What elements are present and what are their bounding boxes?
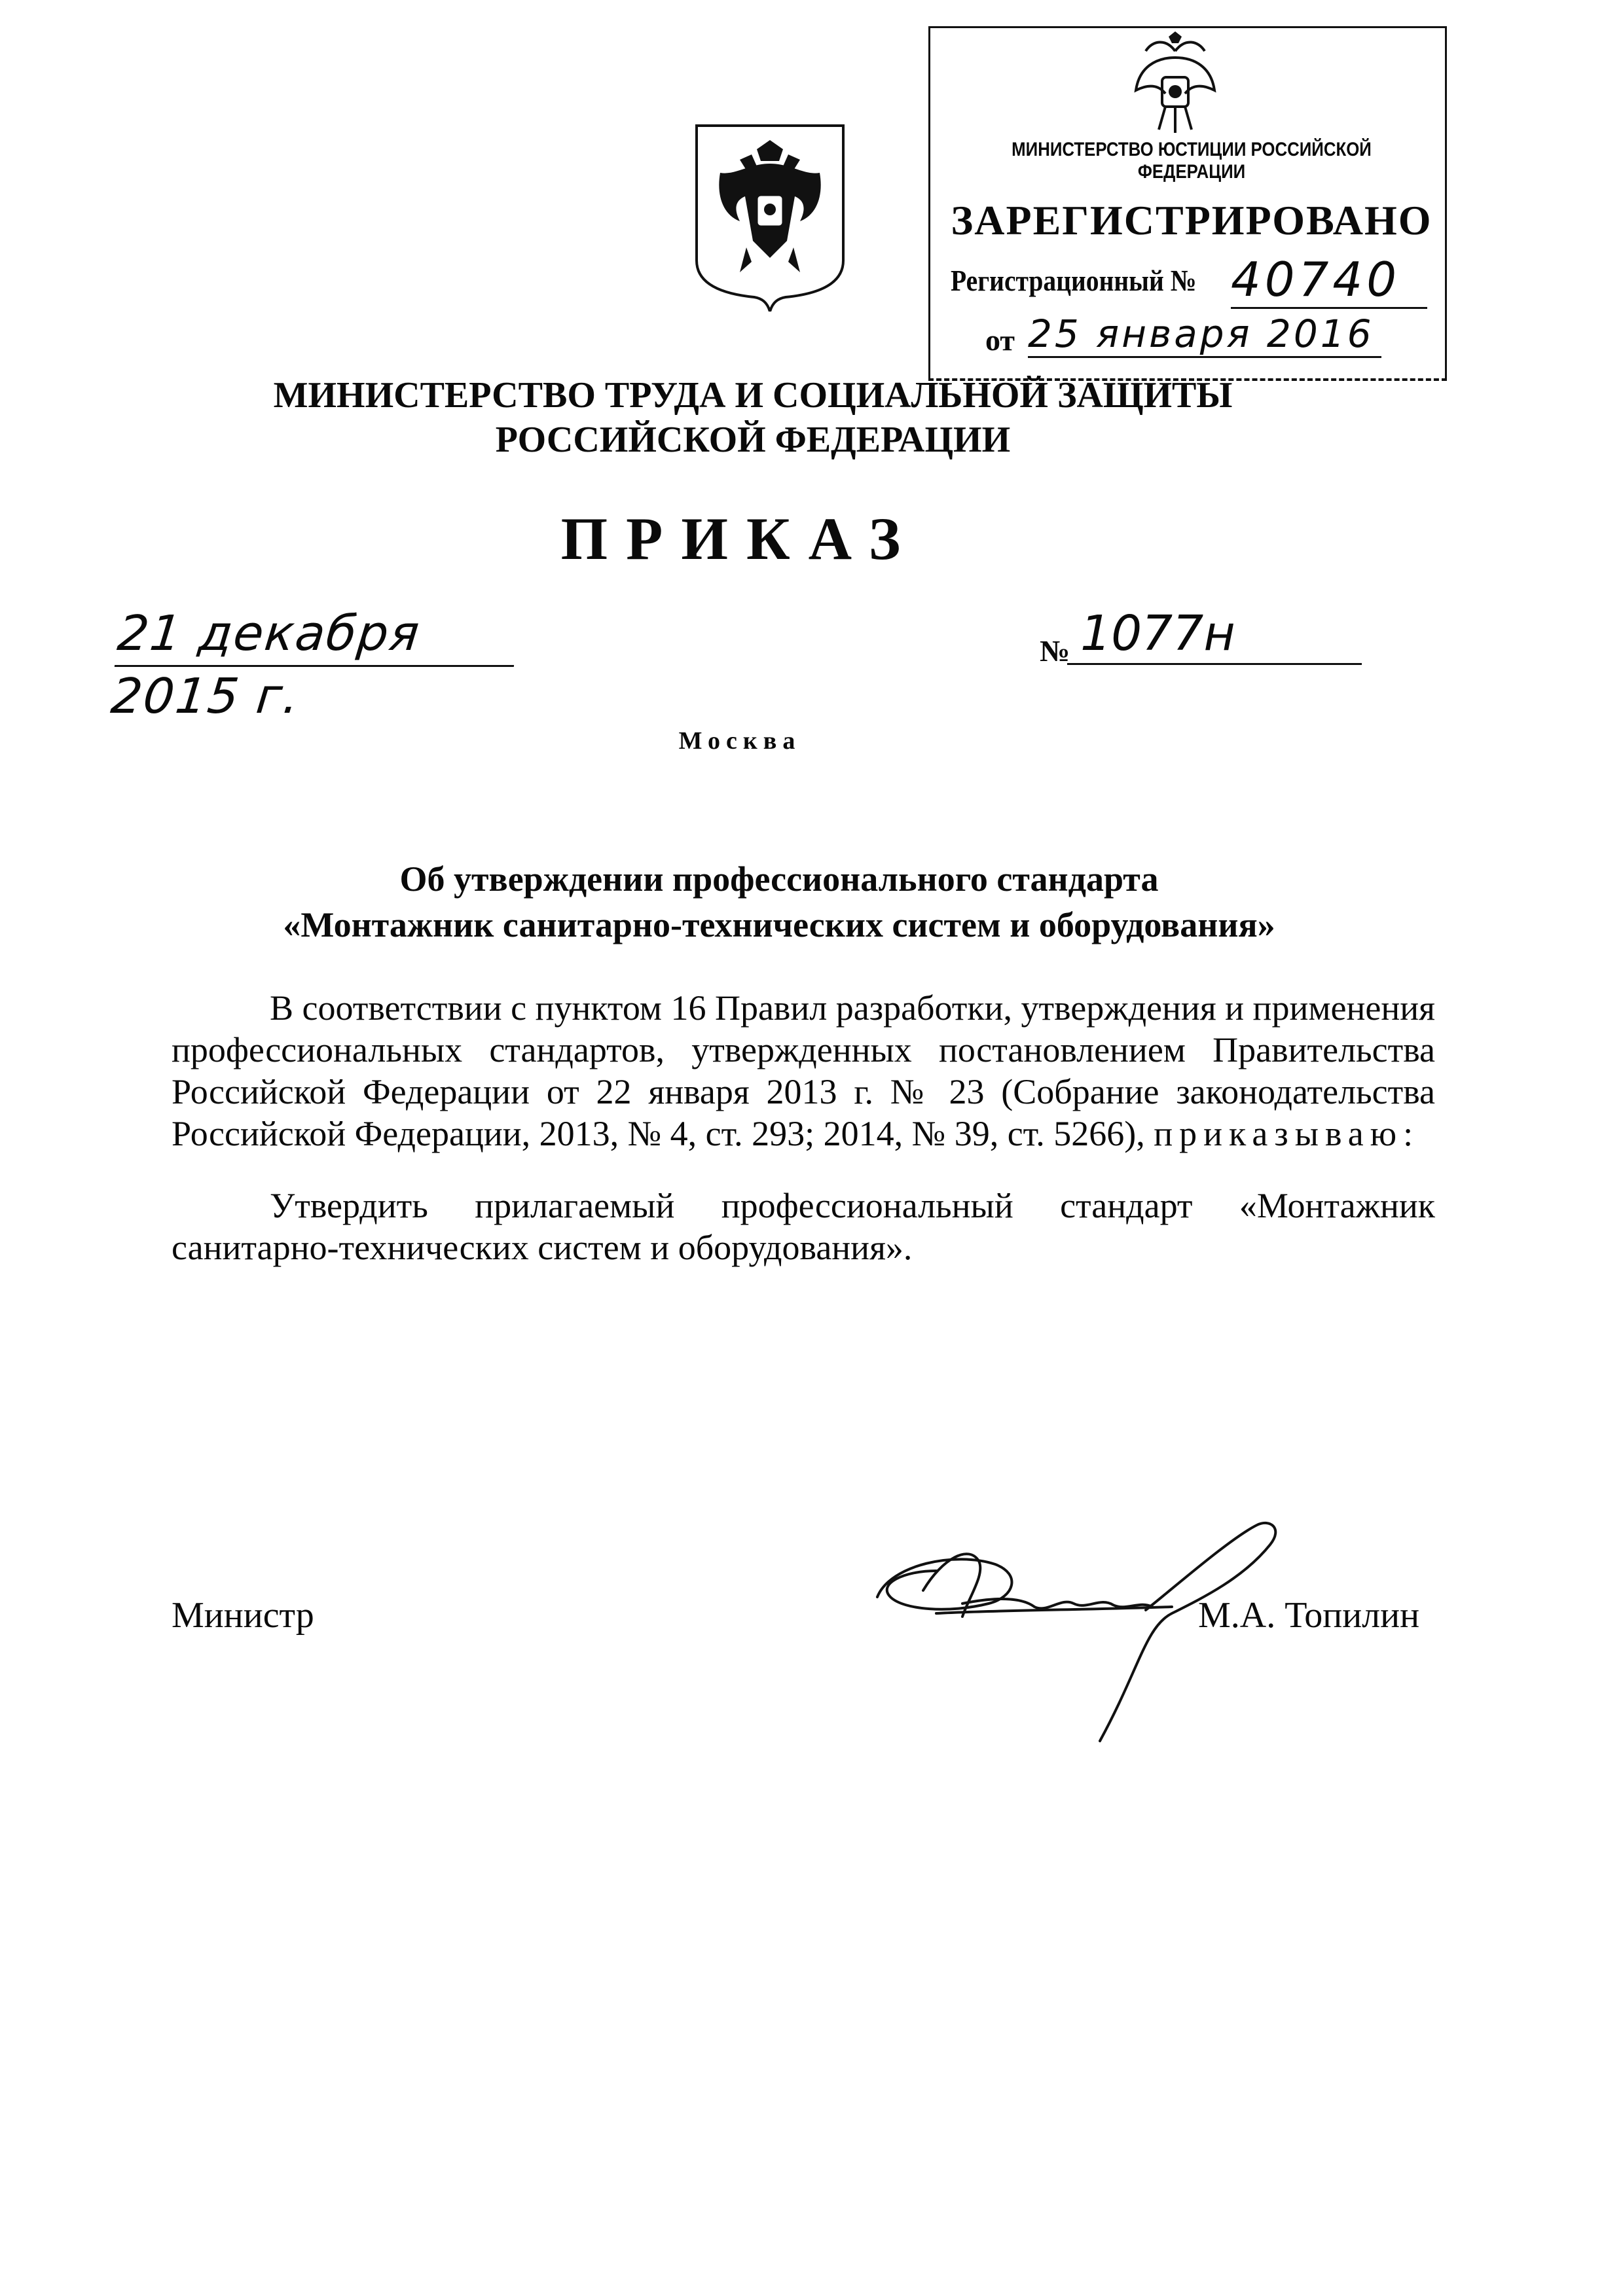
stamp-reg-label: Регистрационный № [951, 264, 1197, 297]
order-number: 1077н [1067, 602, 1362, 665]
signatory-name: М.А. Топилин [1198, 1595, 1420, 1636]
title-line-2: «Монтажник санитарно-технических систем и оборудования» [283, 905, 1275, 944]
signatory-position: Министр [172, 1595, 314, 1636]
stamp-registered: ЗАРЕГИСТРИРОВАНО [951, 197, 1432, 243]
city: Москва [678, 727, 801, 755]
body-order-word: приказываю: [1154, 1114, 1420, 1153]
order-date: 21 декабря 2015 г. [115, 602, 520, 667]
body-paragraph-1 [172, 987, 1435, 1155]
document-type: ПРИКАЗ [560, 505, 919, 572]
order-number-label: № [1040, 634, 1070, 668]
title-line-1: Об утверждении профессионального стандарта [399, 859, 1159, 899]
stamp-eagle-icon [1126, 31, 1224, 136]
ministry-line-2: РОССИЙСКОЙ ФЕДЕРАЦИИ [495, 420, 1011, 460]
document-body [172, 987, 1435, 1268]
stamp-reg-number: 40740 [1231, 252, 1427, 309]
coat-of-arms-icon [694, 123, 846, 312]
stamp-ministry: МИНИСТЕРСТВО ЮСТИЦИИ РОССИЙСКОЙ ФЕДЕРАЦИИ [1012, 139, 1372, 183]
stamp-reg-date: 25 января 2016 [1028, 312, 1381, 358]
body-paragraph-2: Утвердить прилагаемый профессиональный стандарт «Монтажник санитарно-технических систем и оборудования». [172, 1186, 1435, 1267]
document-title [131, 856, 1427, 948]
stamp-from-label: от [985, 323, 1015, 357]
body-paragraph-1-text: В соответствии с пунктом 16 Правил разработки, утверждения и применения профессиональных стандартов, утвержденных постановлением Правительства Российской Федерации от 22 января 2013 г. № 23 (Собрание законодательства Российской Федерации, 2013, № 4, ст. 293; 2014, № 39, ст. 5266), [172, 988, 1435, 1153]
ministry-name [196, 373, 1309, 462]
ministry-line-1: МИНИСТЕРСТВО ТРУДА И СОЦИАЛЬНОЙ ЗАЩИТЫ [273, 375, 1233, 416]
